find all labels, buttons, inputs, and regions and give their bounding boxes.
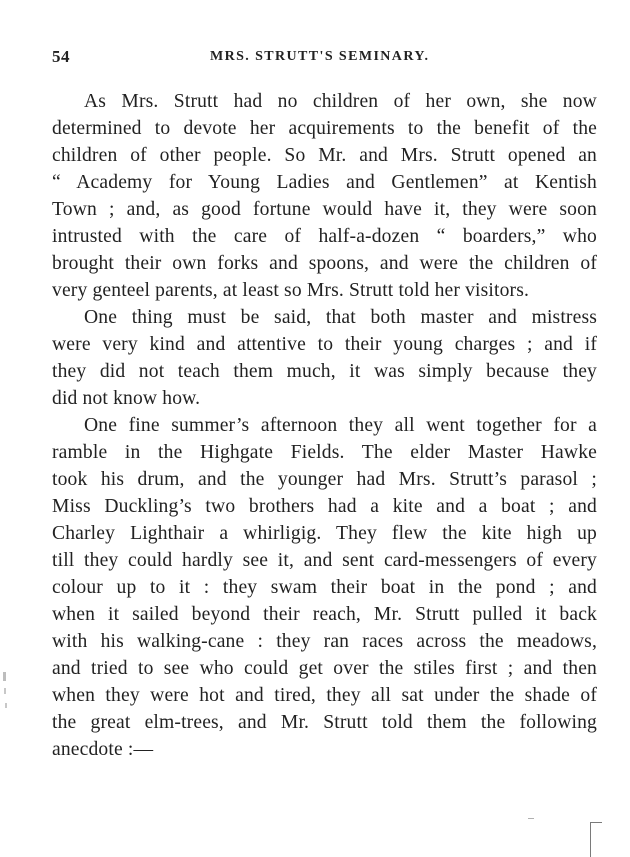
body-text xyxy=(52,88,597,763)
scan-speck xyxy=(3,672,6,681)
text-line: and tried to see who could get over the stiles first ; and then xyxy=(52,658,597,679)
text-line: ramble in the Highgate Fields. The elder Master Hawke xyxy=(52,442,597,463)
paragraph-2 xyxy=(52,304,597,412)
text-line: One fine summer’s afternoon they all went together for a xyxy=(84,415,597,436)
paragraph-3 xyxy=(52,412,597,763)
text-line: they did not teach them much, it was simply because they xyxy=(52,361,597,382)
text-line: Miss Duckling’s two brothers had a kite and a boat ; and xyxy=(52,496,597,517)
running-head xyxy=(52,47,597,71)
text-line: when it sailed beyond their reach, Mr. Strutt pulled it back xyxy=(52,604,597,625)
text-line: intrusted with the care of half-a-dozen “ boarders,” who xyxy=(52,226,597,247)
text-line: with his walking-cane : they ran races across the meadows, xyxy=(52,631,597,652)
text-line: One thing must be said, that both master and mistress xyxy=(84,307,597,328)
scan-speck xyxy=(5,703,7,708)
page-number: 54 xyxy=(52,47,70,66)
text-line: very genteel parents, at least so Mrs. Strutt told her visitors. xyxy=(52,280,530,301)
text-line: children of other people. So Mr. and Mrs. Strutt opened an xyxy=(52,145,597,166)
scan-speck xyxy=(528,818,534,819)
text-line: Charley Lighthair a whirligig. They flew the kite high up xyxy=(52,523,597,544)
text-line: brought their own forks and spoons, and were the children of xyxy=(52,253,597,274)
text-line: the great elm-trees, and Mr. Strutt told them the following xyxy=(52,712,597,733)
page-edge-mark xyxy=(590,822,591,857)
text-line: did not know how. xyxy=(52,388,201,409)
text-line: anecdote :— xyxy=(52,739,154,760)
scan-speck xyxy=(4,688,6,694)
text-line: Town ; and, as good fortune would have it, they were soon xyxy=(52,199,597,220)
text-line: when they were hot and tired, they all sat under the shade of xyxy=(52,685,597,706)
text-line: As Mrs. Strutt had no children of her own, she now xyxy=(84,91,597,112)
page-edge-mark xyxy=(590,822,602,823)
text-line: were very kind and attentive to their young charges ; and if xyxy=(52,334,597,355)
text-line: colour up to it : they swam their boat in the pond ; and xyxy=(52,577,597,598)
text-line: “ Academy for Young Ladies and Gentlemen” at Kentish xyxy=(52,172,597,193)
running-title: MRS. STRUTT'S SEMINARY. xyxy=(210,49,430,64)
text-line: till they could hardly see it, and sent card-messengers of every xyxy=(52,550,597,571)
text-line: determined to devote her acquirements to the benefit of the xyxy=(52,118,597,139)
text-line: took his drum, and the younger had Mrs. Strutt’s parasol ; xyxy=(52,469,597,490)
paragraph-1 xyxy=(52,88,597,304)
